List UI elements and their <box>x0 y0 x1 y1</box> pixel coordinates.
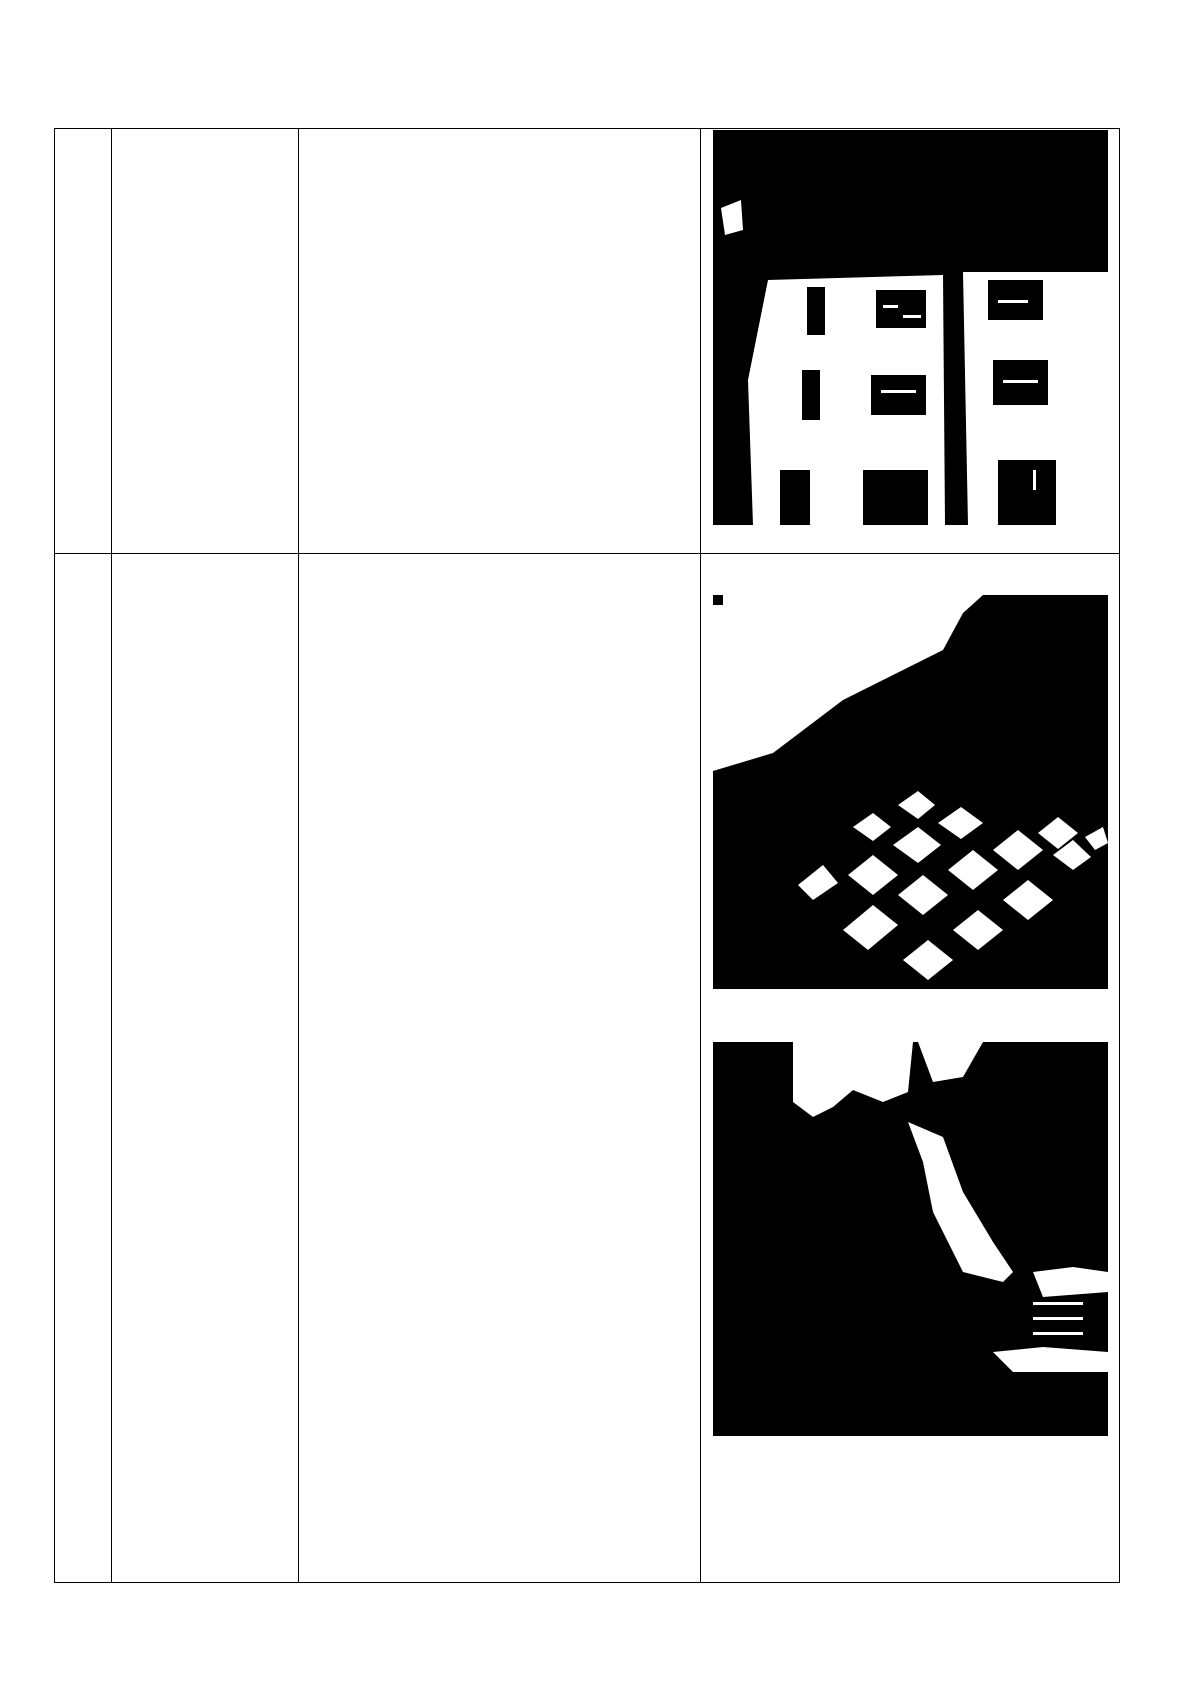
monument-table <box>54 128 1120 1583</box>
column-divider <box>298 129 299 1582</box>
facade-photo-image <box>713 130 1108 525</box>
chessboard-floor-image <box>713 595 1108 989</box>
row-divider <box>55 553 1119 554</box>
column-divider <box>111 129 112 1582</box>
chessboard-floor-photo <box>713 595 1108 989</box>
fireplace-photo-image <box>713 1042 1108 1436</box>
fireplace-photo <box>713 1042 1108 1436</box>
column-divider <box>700 129 701 1582</box>
facade-photo <box>713 130 1108 525</box>
